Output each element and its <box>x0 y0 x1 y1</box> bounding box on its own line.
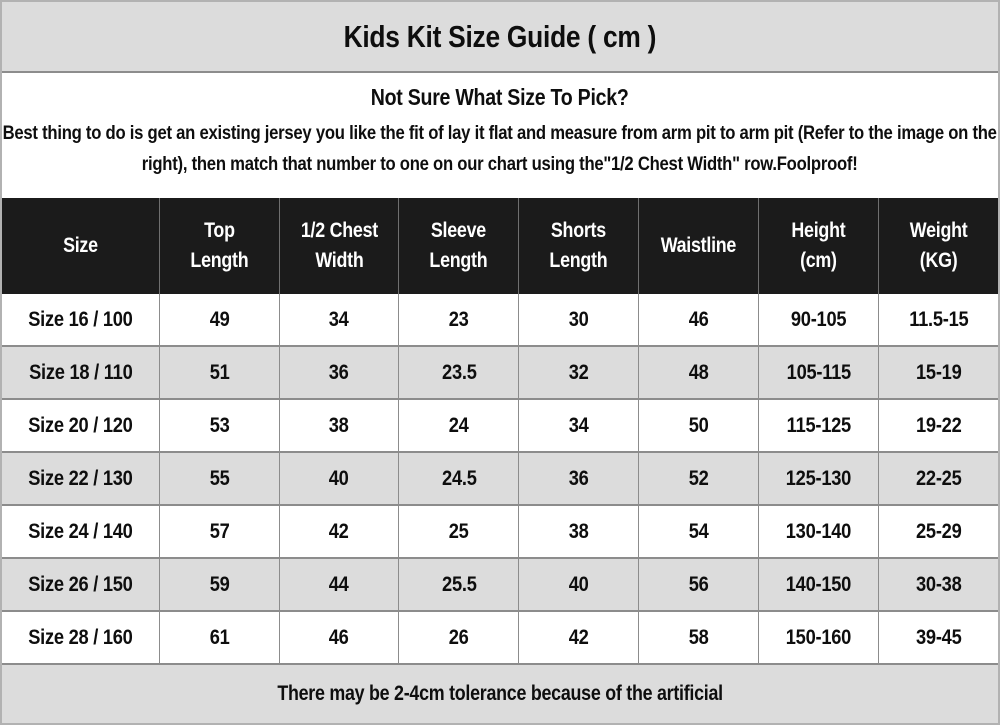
value-cell <box>399 611 519 663</box>
cell-value: 59 <box>209 572 230 596</box>
column-header-text: Waistline <box>660 233 737 257</box>
value-cell <box>758 399 878 452</box>
table-row <box>2 294 998 346</box>
cell-value: 115-125 <box>786 413 851 437</box>
cell-value: 61 <box>209 625 230 649</box>
table-row <box>2 611 998 663</box>
column-header-text: Length <box>549 249 608 272</box>
size-label: Size 24 / 140 <box>28 519 133 543</box>
cell-value: 32 <box>568 360 589 384</box>
cell-value: 24.5 <box>441 466 477 490</box>
cell-value: 36 <box>568 466 589 490</box>
size-table <box>2 198 998 663</box>
cell-value: 58 <box>688 625 709 649</box>
cell-value: 40 <box>329 466 349 490</box>
size-label: Size 20 / 120 <box>28 413 133 437</box>
value-cell <box>159 611 279 663</box>
value-cell <box>639 452 759 505</box>
column-header-top-length <box>159 198 279 294</box>
value-cell <box>399 294 519 346</box>
value-cell <box>878 558 998 611</box>
value-cell <box>878 399 998 452</box>
value-cell <box>399 399 519 452</box>
cell-value: 46 <box>688 307 709 331</box>
value-cell <box>279 399 399 452</box>
cell-value: 34 <box>568 413 589 437</box>
value-cell <box>159 346 279 399</box>
cell-value: 90-105 <box>790 307 847 331</box>
value-cell <box>878 452 998 505</box>
value-cell <box>758 346 878 399</box>
table-row <box>2 505 998 558</box>
footer-note: There may be 2-4cm tolerance because of the artificial <box>277 682 723 705</box>
column-header-text: Length <box>190 249 249 272</box>
value-cell <box>639 611 759 663</box>
size-label: Size 26 / 150 <box>28 572 133 596</box>
cell-value: 15-19 <box>915 360 962 384</box>
cell-value: 49 <box>209 307 230 331</box>
cell-value: 44 <box>329 572 349 596</box>
value-cell <box>639 399 759 452</box>
value-cell <box>758 558 878 611</box>
value-cell <box>519 294 639 346</box>
cell-value: 25 <box>448 519 469 543</box>
value-cell <box>399 346 519 399</box>
cell-value: 30-38 <box>915 572 962 596</box>
cell-value: 46 <box>329 625 349 649</box>
cell-value: 48 <box>688 360 709 384</box>
size-cell <box>2 346 159 399</box>
value-cell <box>639 558 759 611</box>
value-cell <box>279 558 399 611</box>
value-cell <box>639 505 759 558</box>
cell-value: 150-160 <box>785 625 851 649</box>
value-cell <box>758 611 878 663</box>
value-cell <box>519 558 639 611</box>
value-cell <box>758 452 878 505</box>
table-row <box>2 452 998 505</box>
value-cell <box>519 505 639 558</box>
cell-value: 40 <box>568 572 589 596</box>
value-cell <box>399 452 519 505</box>
value-cell <box>279 294 399 346</box>
cell-value: 39-45 <box>915 625 962 649</box>
cell-value: 36 <box>329 360 349 384</box>
column-header-text: Weight <box>909 218 968 242</box>
column-header-text: Width <box>315 249 364 272</box>
size-label: Size 16 / 100 <box>28 307 133 331</box>
value-cell <box>639 294 759 346</box>
cell-value: 42 <box>568 625 589 649</box>
value-cell <box>399 558 519 611</box>
cell-value: 57 <box>209 519 230 543</box>
cell-value: 53 <box>209 413 230 437</box>
table-row <box>2 399 998 452</box>
info-subtitle <box>2 84 998 111</box>
size-cell <box>2 399 159 452</box>
value-cell <box>758 294 878 346</box>
info-paragraph-text: Best thing to do is get an existing jersey you like the fit of lay it flat and measure from arm pit to arm pit (Refer to the image on the right), then match that number to one on our chart using the"1/2 Chest Width" row.Foolproof! <box>2 122 998 176</box>
size-cell <box>2 452 159 505</box>
value-cell <box>279 346 399 399</box>
cell-value: 56 <box>688 572 709 596</box>
value-cell <box>159 505 279 558</box>
cell-value: 22-25 <box>915 466 962 490</box>
value-cell <box>399 505 519 558</box>
column-header-text: Sleeve <box>431 218 487 242</box>
column-header-text: 1/2 Chest <box>300 218 378 242</box>
title-bar <box>2 2 998 73</box>
cell-value: 55 <box>209 466 230 490</box>
column-header-text: Top <box>203 218 235 242</box>
value-cell <box>519 346 639 399</box>
cell-value: 140-150 <box>785 572 851 596</box>
cell-value: 11.5-15 <box>908 307 968 331</box>
column-header-waistline <box>639 198 759 294</box>
cell-value: 42 <box>329 519 349 543</box>
size-cell <box>2 294 159 346</box>
column-header-shorts-length <box>519 198 639 294</box>
value-cell <box>279 452 399 505</box>
value-cell <box>878 294 998 346</box>
cell-value: 125-130 <box>785 466 851 490</box>
cell-value: 23.5 <box>441 360 477 384</box>
cell-value: 25-29 <box>915 519 962 543</box>
cell-value: 34 <box>329 307 349 331</box>
value-cell <box>519 611 639 663</box>
value-cell <box>878 611 998 663</box>
value-cell <box>279 505 399 558</box>
table-row <box>2 558 998 611</box>
cell-value: 23 <box>448 307 469 331</box>
size-cell <box>2 505 159 558</box>
cell-value: 105-115 <box>786 360 851 384</box>
cell-value: 130-140 <box>785 519 851 543</box>
cell-value: 26 <box>448 625 469 649</box>
header-row <box>2 198 998 294</box>
size-cell <box>2 611 159 663</box>
cell-value: 19-22 <box>915 413 962 437</box>
size-label: Size 18 / 110 <box>28 360 133 384</box>
column-header-chest-width <box>279 198 399 294</box>
cell-value: 54 <box>688 519 709 543</box>
column-header-text: (KG) <box>919 249 958 272</box>
cell-value: 50 <box>688 413 709 437</box>
info-subtitle-text: Not Sure What Size To Pick? <box>371 84 629 110</box>
cell-value: 24 <box>448 413 469 437</box>
value-cell <box>159 294 279 346</box>
info-paragraph <box>2 118 998 180</box>
footer-note-bar <box>2 663 998 723</box>
column-header-height <box>758 198 878 294</box>
size-label: Size 28 / 160 <box>28 625 133 649</box>
cell-value: 38 <box>329 413 349 437</box>
value-cell <box>878 346 998 399</box>
column-header-text: Length <box>429 249 488 272</box>
table-row <box>2 346 998 399</box>
value-cell <box>519 399 639 452</box>
column-header-text: Height <box>791 218 846 242</box>
size-label: Size 22 / 130 <box>28 466 133 490</box>
cell-value: 52 <box>688 466 709 490</box>
size-cell <box>2 558 159 611</box>
column-header-size <box>2 198 159 294</box>
value-cell <box>639 346 759 399</box>
column-header-text: Size <box>63 233 98 257</box>
info-panel <box>2 73 998 198</box>
value-cell <box>519 452 639 505</box>
column-header-weight <box>878 198 998 294</box>
column-header-text: Shorts <box>551 218 607 242</box>
value-cell <box>159 399 279 452</box>
page-title: Kids Kit Size Guide ( cm ) <box>343 18 657 54</box>
column-header-sleeve-length <box>399 198 519 294</box>
value-cell <box>878 505 998 558</box>
cell-value: 30 <box>568 307 589 331</box>
value-cell <box>159 558 279 611</box>
column-header-text: (cm) <box>799 249 837 272</box>
cell-value: 38 <box>568 519 589 543</box>
value-cell <box>279 611 399 663</box>
cell-value: 51 <box>209 360 230 384</box>
value-cell <box>159 452 279 505</box>
cell-value: 25.5 <box>441 572 477 596</box>
value-cell <box>758 505 878 558</box>
